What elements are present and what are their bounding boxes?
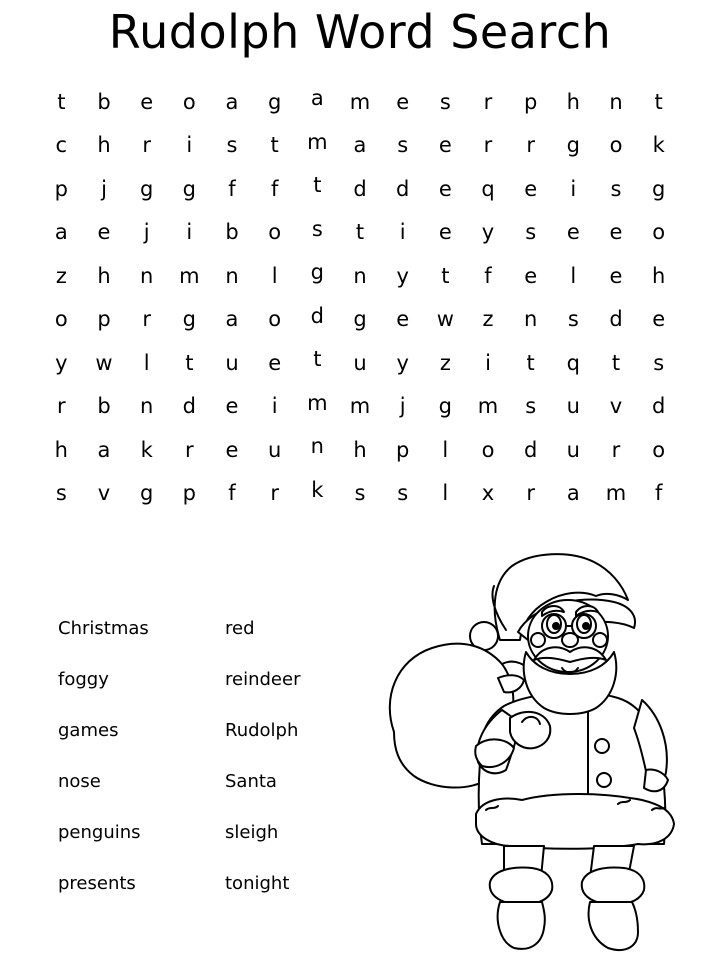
grid-letter: r (57, 394, 66, 419)
grid-letter: u (268, 437, 282, 462)
grid-letter: n (140, 263, 154, 288)
grid-letter: e (396, 89, 410, 114)
grid-letter: m (179, 263, 200, 288)
word-bank-item: tonight (225, 873, 290, 894)
grid-letter: t (313, 173, 322, 197)
grid-letter: m (307, 390, 328, 415)
grid-letter: t (654, 89, 663, 114)
word-bank-item: presents (58, 873, 136, 894)
grid-letter: k (311, 477, 324, 502)
grid-letter: d (353, 176, 367, 201)
grid-letter: y (481, 220, 495, 245)
grid-letter: y (55, 350, 68, 375)
grid-letter: x (481, 481, 495, 506)
grid-letter: s (439, 89, 451, 114)
grid-letter: d (310, 303, 324, 328)
grid-letter: t (57, 89, 66, 114)
grid-letter: a (566, 481, 580, 506)
grid-letter: g (139, 176, 154, 201)
santa-cheek-right (593, 633, 607, 647)
word-bank-item: Christmas (58, 618, 149, 639)
grid-letter: n (524, 307, 538, 332)
grid-letter: s (226, 133, 238, 158)
grid-letter: i (485, 350, 491, 375)
word-bank-item: penguins (58, 822, 141, 843)
word-bank-item: sleigh (225, 822, 279, 843)
grid-letter: q (566, 350, 580, 375)
grid-letter: d (651, 394, 666, 419)
grid-letter: t (355, 220, 365, 245)
grid-letter: i (186, 220, 193, 245)
grid-letter: p (182, 481, 196, 506)
grid-letter: u (225, 350, 239, 375)
grid-letter: o (268, 220, 282, 245)
word-bank-item: reindeer (225, 669, 301, 690)
word-bank-item: Santa (225, 771, 277, 792)
grid-letter: f (228, 481, 236, 506)
grid-letter: s (55, 481, 67, 506)
grid-letter: g (566, 133, 580, 158)
grid-letter: n (140, 394, 154, 419)
grid-letter: e (97, 220, 111, 245)
grid-letter: a (97, 437, 111, 462)
grid-letter: a (310, 86, 324, 110)
santa-left-boot (498, 902, 545, 949)
grid-letter: e (609, 220, 623, 245)
grid-letter: m (307, 129, 328, 154)
grid-letter: b (97, 89, 111, 114)
grid-letter: h (54, 437, 68, 462)
grid-letter: d (523, 437, 538, 462)
grid-letter: o (652, 220, 666, 245)
grid-letter: n (609, 89, 623, 114)
grid-letter: e (652, 307, 666, 332)
grid-letter: t (526, 350, 535, 375)
grid-letter: e (438, 220, 452, 245)
word-bank-item: foggy (58, 669, 109, 690)
coat-button (595, 739, 609, 753)
santa-cheek-left (531, 633, 545, 647)
grid-letter: s (653, 350, 665, 375)
grid-letter: r (526, 481, 535, 506)
grid-letter: t (313, 347, 322, 371)
grid-letter: l (442, 481, 449, 506)
grid-letter: d (395, 176, 410, 201)
grid-letter: b (97, 394, 111, 419)
grid-letter: a (225, 307, 239, 332)
grid-letter: i (186, 133, 193, 158)
grid-letter: h (97, 263, 111, 288)
grid-letter: m (605, 481, 627, 506)
grid-letter: i (570, 176, 577, 201)
santa-right-boot (589, 902, 638, 950)
grid-letter: s (397, 133, 409, 158)
grid-letter: s (525, 220, 537, 245)
word-bank-item: Rudolph (225, 720, 299, 741)
word-bank-item: nose (58, 771, 101, 792)
grid-letter: e (438, 133, 452, 158)
santa-pupil-left (553, 623, 559, 629)
grid-letter: g (353, 307, 367, 332)
grid-letter: g (651, 176, 666, 201)
grid-letter: r (483, 89, 493, 114)
grid-letter: d (182, 394, 196, 419)
grid-letter: r (611, 437, 621, 462)
grid-letter: m (477, 394, 499, 419)
grid-letter: k (652, 133, 665, 158)
grid-letter: s (567, 307, 579, 332)
grid-letter: o (182, 89, 196, 114)
grid-letter: r (526, 133, 535, 158)
grid-letter: l (442, 437, 449, 462)
page-title: Rudolph Word Search (108, 5, 612, 59)
grid-letter: g (438, 394, 452, 419)
santa-claus-icon (382, 548, 682, 956)
grid-letter: h (566, 89, 580, 114)
grid-letter: p (395, 437, 410, 462)
grid-letter: e (438, 176, 452, 201)
coat-button (597, 773, 611, 787)
grid-letter: r (142, 307, 151, 332)
grid-letter: h (97, 133, 111, 158)
grid-letter: k (140, 437, 153, 462)
santa-belt-fur (476, 794, 674, 849)
grid-letter: p (54, 176, 68, 201)
word-bank-item: red (225, 618, 255, 639)
grid-letter: f (484, 263, 492, 288)
grid-letter: r (185, 437, 194, 462)
grid-letter: i (271, 394, 278, 419)
grid-letter: b (225, 220, 239, 245)
grid-letter: u (566, 437, 580, 462)
grid-letter: u (353, 350, 367, 375)
grid-letter: j (101, 176, 107, 201)
grid-letter: t (270, 133, 279, 158)
grid-letter: d (609, 307, 623, 332)
grid-letter: o (481, 437, 495, 462)
grid-letter: u (566, 394, 580, 419)
grid-letter: q (481, 176, 495, 201)
grid-letter: e (268, 350, 282, 375)
grid-letter: n (225, 263, 239, 288)
grid-letter: o (54, 307, 68, 332)
grid-letter: m (349, 89, 371, 114)
santa-nose (562, 633, 578, 647)
grid-letter: e (524, 263, 538, 288)
grid-letter: e (566, 220, 580, 245)
grid-letter: l (570, 263, 577, 288)
grid-letter: v (609, 394, 623, 419)
grid-letter: e (609, 263, 623, 288)
grid-letter: e (225, 437, 239, 462)
grid-letter: y (396, 263, 409, 288)
grid-letter: n (310, 434, 324, 458)
grid-letter: s (525, 394, 537, 419)
grid-letter: f (270, 176, 279, 201)
grid-letter: j (399, 394, 406, 419)
grid-letter: c (55, 133, 68, 158)
word-bank-item: games (58, 720, 119, 741)
grid-letter: i (399, 220, 406, 245)
grid-letter: y (396, 350, 409, 375)
grid-letter: r (483, 133, 493, 158)
grid-letter: o (268, 307, 282, 332)
grid-letter: z (482, 307, 494, 332)
grid-letter: m (349, 394, 371, 419)
grid-letter: h (353, 437, 367, 462)
grid-letter: r (270, 481, 279, 506)
grid-letter: s (397, 481, 409, 506)
grid-letter: l (143, 350, 150, 375)
grid-letter: w (436, 307, 454, 332)
grid-letter: o (652, 437, 666, 462)
grid-letter: e (140, 89, 154, 114)
grid-letter: t (185, 350, 194, 375)
grid-letter: t (611, 350, 621, 375)
grid-letter: p (523, 89, 538, 114)
grid-letter: n (353, 263, 367, 288)
grid-letter: l (271, 263, 278, 288)
grid-letter: e (225, 394, 239, 419)
grid-letter: t (441, 263, 450, 288)
grid-letter: r (142, 133, 151, 158)
grid-letter: a (54, 220, 68, 245)
grid-letter: g (267, 89, 282, 114)
grid-letter: f (228, 176, 236, 201)
grid-letter: e (524, 176, 538, 201)
grid-letter: h (652, 263, 666, 288)
grid-letter: f (654, 481, 663, 506)
grid-letter: w (95, 350, 113, 375)
santa-pupil-right (583, 623, 589, 629)
grid-letter: g (310, 260, 324, 284)
grid-letter: g (182, 307, 196, 332)
grid-letter: a (353, 133, 367, 158)
grid-letter: s (354, 481, 366, 506)
grid-letter: z (439, 350, 451, 375)
grid-letter: z (55, 263, 67, 288)
grid-letter: p (97, 307, 111, 332)
word-bank-column-a (58, 612, 208, 918)
santa-right-boot-cuff (582, 868, 645, 905)
grid-letter: o (609, 133, 623, 158)
grid-letter: v (97, 481, 111, 506)
word-bank-column-b (225, 612, 375, 918)
grid-letter: g (139, 481, 154, 506)
grid-letter: a (225, 89, 239, 114)
grid-letter: j (143, 220, 150, 245)
grid-letter: s (311, 216, 323, 241)
grid-letter: g (182, 176, 196, 201)
letter-grid (40, 80, 680, 515)
grid-letter: e (396, 307, 410, 332)
santa-left-boot-cuff (490, 868, 553, 905)
grid-letter: s (610, 176, 622, 201)
